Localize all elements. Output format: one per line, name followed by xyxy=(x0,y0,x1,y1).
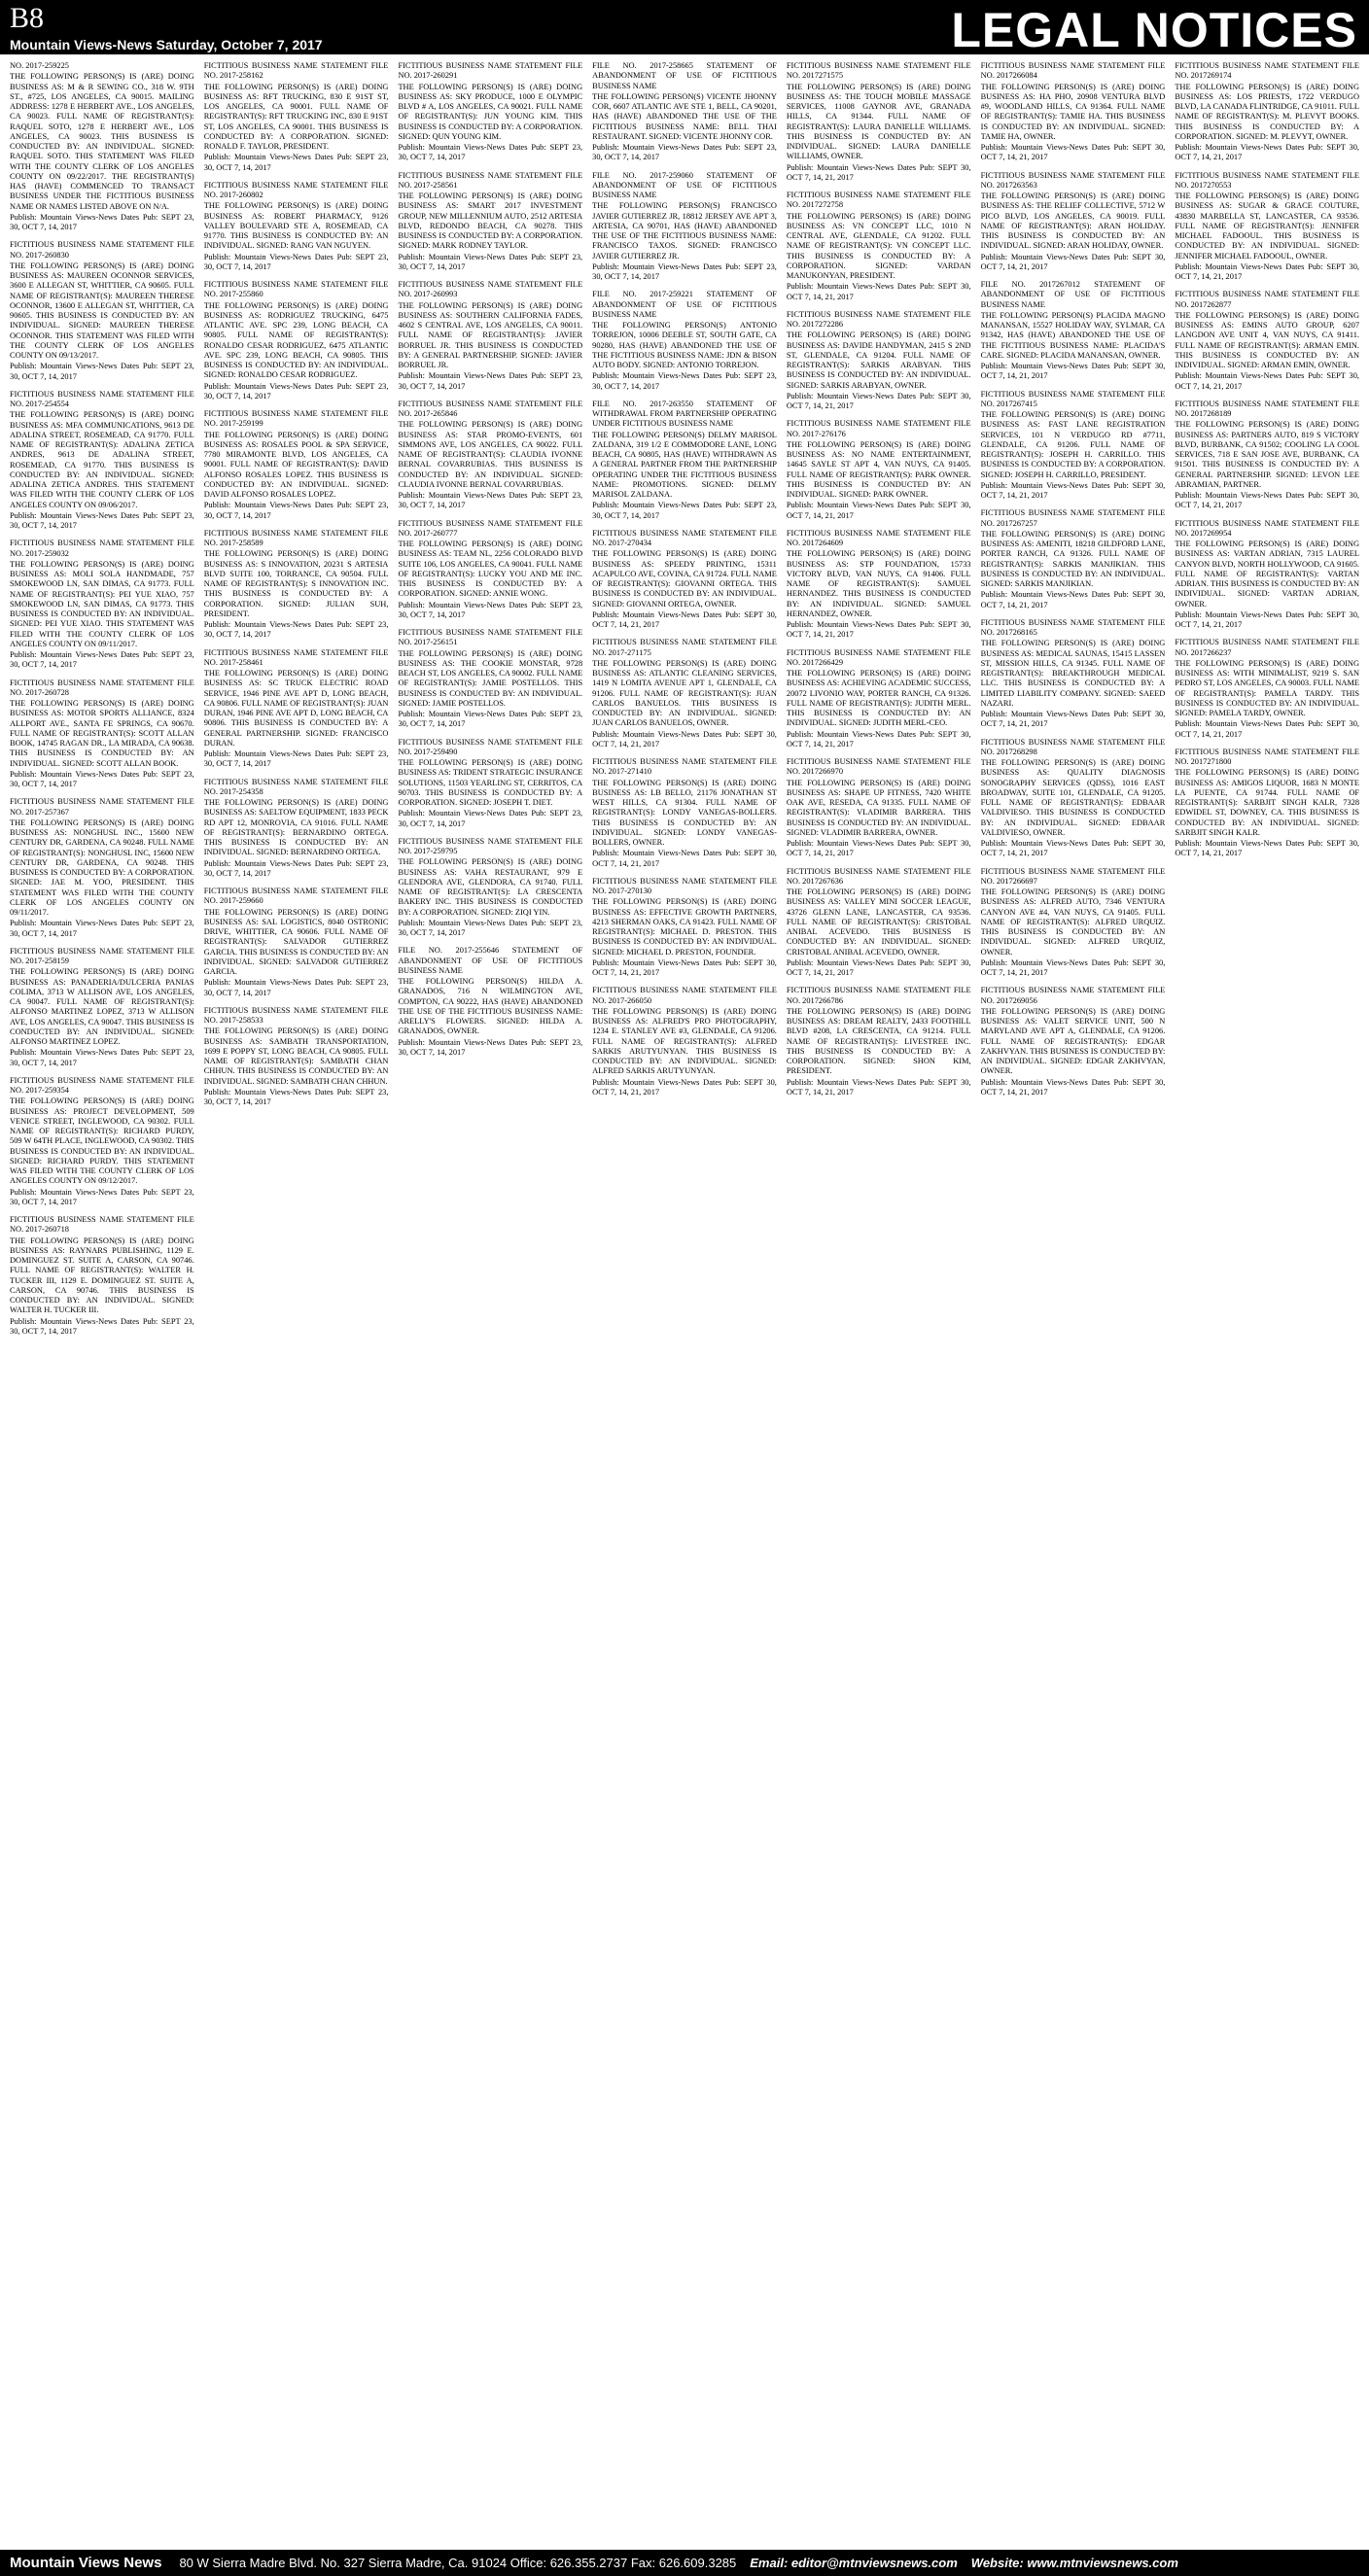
notice-heading: FICTITIOUS BUSINESS NAME STATEMENT FILE NO. 2017-260718 xyxy=(10,1215,194,1235)
notice-body: THE FOLLOWING PERSON(S) IS (ARE) DOING BUSINESS AS: MEDICAL SAUNAS, 15415 LASSEN ST, MISSION HILLS, CA 91345. FULL NAME OF REGISTRANT(S): BREAKTHROUGH MEDICAL LLC. THIS BUSINESS IS CONDUCTED BY: A LIMITED LIABILITY COMPANY. SIGNED: SAEED NAZARI. xyxy=(980,639,1166,708)
notice-heading: FILE NO. 2017-255646 STATEMENT OF ABANDONMENT OF USE OF FICTITIOUS BUSINESS NAME xyxy=(398,946,583,975)
legal-notice xyxy=(10,679,194,790)
notice-heading: FICTITIOUS BUSINESS NAME STATEMENT FILE NO. 2017269954 xyxy=(1175,518,1359,538)
notice-body: THE FOLLOWING PERSON(S) IS (ARE) DOING BUSINESS AS: AMIGOS LIQUOR, 1683 N MONTE LA PUENTE, CA 91744. FULL NAME OF REGISTRANT(S): SARBJIT SINGH KALR, 7328 EDWIDEL ST, DOWNEY, CA. THIS BUSINESS IS CONDUCTED BY: AN INDIVIDUAL. SIGNED: SARBJIT SINGH KALR. xyxy=(1175,768,1359,837)
notice-body: THE FOLLOWING PERSON(S) IS (ARE) DOING BUSINESS AS: VALET SERVICE UNIT, 500 N MARYLAND AVE APT A, GLENDALE, CA 91206. FULL NAME OF REGISTRANT(S): EDGAR ZAKHVYAN. THIS BUSINESS IS CONDUCTED BY: AN INDIVIDUAL. SIGNED: EDGAR ZAKHVYAN, OWNER. xyxy=(980,1006,1166,1076)
notice-publish-line: Publish: Mountain Views-News Dates Pub: SEPT 23, 30, OCT 7, 14, 2017 xyxy=(10,650,194,670)
legal-notice xyxy=(204,778,389,880)
notice-heading: FICTITIOUS BUSINESS NAME STATEMENT FILE NO. 2017262877 xyxy=(1175,290,1359,309)
notice-heading: FICTITIOUS BUSINESS NAME STATEMENT FILE NO. 2017267636 xyxy=(786,866,971,886)
footer-email[interactable]: Email: editor@mtnviewsnews.com xyxy=(750,2556,958,2570)
notice-body: THE FOLLOWING PERSON(S) IS (ARE) DOING BUSINESS AS: ALFRED AUTO, 7346 VENTURA CANYON AVE #4, VAN NUYS, CA 91405. FULL NAME OF REGISTRANT(S): ALFRED URQUIZ. THIS BUSINESS IS CONDUCTED BY: AN INDIVIDUAL. SIGNED: ALFRED URQUIZ, OWNER. xyxy=(980,888,1166,957)
notice-body: THE FOLLOWING PERSON(S) IS (ARE) DOING BUSINESS AS: ALFRED'S PRO PHOTOGRAPHY, 1234 E. STANLEY AVE #3, GLENDALE, CA 91206. FULL NAME OF REGISTRANT(S): ALFRED SARKIS ARUTYUNYAN. THIS BUSINESS IS CONDUCTED BY: AN INDIVIDUAL. SIGNED: ALFRED SARKIS ARUTYUNYAN. xyxy=(592,1006,777,1076)
notice-publish-line: Publish: Mountain Views-News Dates Pub: SEPT 23, 30, OCT 7, 14, 2017 xyxy=(592,371,777,391)
notice-publish-line: Publish: Mountain Views-News Dates Pub: SEPT 30, OCT 7, 14, 21, 2017 xyxy=(786,957,971,977)
legal-notice xyxy=(204,181,389,272)
notice-publish-line: Publish: Mountain Views-News Dates Pub: SEPT 23, 30, OCT 7, 14, 2017 xyxy=(398,252,583,271)
notice-heading: FICTITIOUS BUSINESS NAME STATEMENT FILE NO. 2017-271175 xyxy=(592,638,777,657)
page-header xyxy=(0,0,1369,57)
notice-body: THE FOLLOWING PERSON(S) IS (ARE) DOING BUSINESS AS: EMINS AUTO GROUP, 6207 LANGDON AVE UNIT 4, VAN NUYS, CA 91411. FULL NAME OF REGISTRANT(S): ARMAN EMIN. THIS BUSINESS IS CONDUCTED BY: AN INDIVIDUAL. SIGNED: ARMAN EMIN, OWNER. xyxy=(1175,310,1359,369)
notice-publish-line: Publish: Mountain Views-News Dates Pub: SEPT 23, 30, OCT 7, 14, 2017 xyxy=(10,769,194,788)
notice-heading: FICTITIOUS BUSINESS NAME STATEMENT FILE NO. 2017272286 xyxy=(786,309,971,329)
notice-body: THE FOLLOWING PERSON(S) IS (ARE) DOING BUSINESS AS: PANADERIA/DULCERIA PANIAS COLIMA, 3713 W ALLISON AVE, LOS ANGELES, CA 90047. FULL NAME OF REGISTRANT(S): ALFONSO MARTINEZ LOPEZ, 3713 W ALLISON AVE, LOS ANGELES, CA 90047. THIS BUSINESS IS CONDUCTED BY: AN INDIVIDUAL. SIGNED: ALFONSO MARTINEZ LOPEZ. xyxy=(10,967,194,1046)
notice-publish-line: Publish: Mountain Views-News Dates Pub: SEPT 23, 30, OCT 7, 14, 2017 xyxy=(203,153,389,172)
legal-notice xyxy=(398,946,582,1058)
notice-body: THE FOLLOWING PERSON(S) IS (ARE) DOING BUSINESS AS: M & R SEWING CO., 318 W. 9TH ST., #725, LOS ANGELES, CA 90015. MAILING ADDRESS: 1278 E HERBERT AVE., LOS ANGELES, CA 90023. FULL NAME OF REGISTRANT(S): RAQUEL SOTO, 1278 E HERBERT AVE., LOS ANGELES, CA 90023. THIS BUSINESS IS CONDUCTED BY: AN INDIVIDUAL. SIGNED: RAQUEL SOTO. THIS STATEMENT WAS FILED WITH THE COUNTY CLERK OF LOS ANGELES COUNTY ON 09/22/2017. THE REGISTRANT(S) HAS (HAVE) COMMENCED TO TRANSACT BUSINESS UNDER THE FICTITIOUS BUSINESS NAME OR NAMES LISTED ABOVE ON N/A. xyxy=(10,72,194,211)
legal-notice xyxy=(1175,638,1359,740)
notice-heading: FICTITIOUS BUSINESS NAME STATEMENT FILE NO. 2017-271410 xyxy=(592,757,777,777)
notice-heading: FICTITIOUS BUSINESS NAME STATEMENT FILE NO. 2017-258561 xyxy=(398,170,583,190)
publication-date-line: Mountain Views-News Saturday, October 7, 2017 xyxy=(10,37,323,52)
notice-publish-line: Publish: Mountain Views-News Dates Pub: SEPT 30, OCT 7, 14, 21, 2017 xyxy=(980,480,1166,500)
notice-publish-line: Publish: Mountain Views-News Dates Pub: SEPT 23, 30, OCT 7, 14, 2017 xyxy=(398,143,583,162)
legal-notice xyxy=(10,1076,194,1207)
notice-publish-line: Publish: Mountain Views-News Dates Pub: SEPT 23, 30, OCT 7, 14, 2017 xyxy=(398,600,583,619)
notice-body: THE FOLLOWING PERSON(S) IS (ARE) DOING BUSINESS AS: NO NAME ENTERTAINMENT, 14645 SAYLE ST APT 4, VAN NUYS, CA 91405. FULL NAME OF REGISTRANT(S): PARK OWNER. THIS BUSINESS IS CONDUCTED BY: AN INDIVIDUAL. SIGNED: PARK OWNER. xyxy=(786,439,971,499)
notice-body: THE FOLLOWING PERSON(S) IS (ARE) DOING BUSINESS AS: VAHA RESTAURANT, 979 E GLENDORA AVE, GLENDORA, CA 91740. FULL NAME OF REGISTRANT(S): LA CRESCENTA BAKERY INC. THIS BUSINESS IS CONDUCTED BY: A CORPORATION. SIGNED: ZIQI YIN. xyxy=(398,857,583,917)
notice-heading: FICTITIOUS BUSINESS NAME STATEMENT FILE NO. 2017-259660 xyxy=(203,887,389,906)
notice-body: THE FOLLOWING PERSON(S) IS (ARE) DOING BUSINESS AS: LB BELLO, 21176 JONATHAN ST WEST HILLS, CA 91304. FULL NAME OF REGISTRANT(S): LONDY VANEGAS-BOLLERS. THIS BUSINESS IS CONDUCTED BY: AN INDIVIDUAL. SIGNED: LONDY VANEGAS-BOLLERS, OWNER. xyxy=(592,778,777,847)
legal-notice xyxy=(398,400,582,511)
notice-columns xyxy=(10,61,1359,2547)
legal-notice xyxy=(1175,400,1359,511)
notice-body: THE FOLLOWING PERSON(S) FRANCISCO JAVIER GUTIERREZ JR, 18812 JERSEY AVE APT 3, ARTESIA, CA 90701, HAS (HAVE) ABANDONED THE USE OF THE FICTITIOUS BUSINESS NAME: FRANCISCO TAXOS. SIGNED: FRANCISCO JAVIER GUTIERREZ JR. xyxy=(592,201,777,261)
notice-publish-line: Publish: Mountain Views-News Dates Pub: SEPT 30, OCT 7, 14, 21, 2017 xyxy=(786,1077,971,1097)
notice-heading: FICTITIOUS BUSINESS NAME STATEMENT FILE NO. 2017-258533 xyxy=(203,1005,389,1025)
notice-body: THE FOLLOWING PERSON(S) IS (ARE) DOING BUSINESS AS: TRIDENT STRATEGIC INSURANCE SOLUTIONS, 11503 YEARLING ST, CERRITOS, CA 90703. THIS BUSINESS IS CONDUCTED BY: A CORPORATION. SIGNED: JOSEPH T. DIET. xyxy=(398,758,583,807)
notice-publish-line: Publish: Mountain Views-News Dates Pub: SEPT 23, 30, OCT 7, 14, 2017 xyxy=(203,858,389,878)
notice-heading: FICTITIOUS BUSINESS NAME STATEMENT FILE NO. 2017266429 xyxy=(786,647,971,667)
notice-body: THE FOLLOWING PERSON(S) IS (ARE) DOING BUSINESS AS: THE COOKIE MONSTAR, 9728 BEACH ST, LOS ANGELES, CA 90002. FULL NAME OF REGISTRANT(S): JAMIE POSTELLOS. THIS BUSINESS IS CONDUCTED BY: AN INDIVIDUAL. SIGNED: JAMIE POSTELLOS. xyxy=(398,648,583,708)
legal-notice xyxy=(981,618,1166,730)
notice-body: THE FOLLOWING PERSON(S) ANTONIO TORREJON, 10006 DEEBLE ST, SOUTH GATE, CA 90280, HAS (HAVE) ABANDONED THE USE OF THE FICTITIOUS BUSINESS NAME: JDN & BISON AUTO BODY. SIGNED: ANTONIO TORREJON. xyxy=(592,321,777,369)
footer-address: 80 W Sierra Madre Blvd. No. 327 Sierra Madre, Ca. 91024 Office: 626.355.2737 Fax: 626.609.3285 xyxy=(179,2556,737,2570)
legal-notice xyxy=(981,61,1166,163)
notice-body: THE FOLLOWING PERSON(S) IS (ARE) DOING BUSINESS AS: ACHIEVING ACADEMIC SUCCESS, 20072 LIVONIO WAY, PORTER RANCH, CA 91326. FULL NAME OF REGISTRANT(S): JUDITH MERL. THIS BUSINESS IS CONDUCTED BY: AN INDIVIDUAL. SIGNED: JUDITH MERL-CEO. xyxy=(786,669,971,728)
notice-publish-line: Publish: Mountain Views-News Dates Pub: SEPT 23, 30, OCT 7, 14, 2017 xyxy=(10,510,194,530)
legal-notice xyxy=(592,877,777,979)
notice-publish-line: Publish: Mountain Views-News Dates Pub: SEPT 30, OCT 7, 14, 21, 2017 xyxy=(786,282,971,301)
notice-body: THE FOLLOWING PERSON(S) IS (ARE) DOING BUSINESS AS: RFT TRUCKING, 830 E 91ST ST, LOS ANGELES, CA 90001. FULL NAME OF REGISTRANT(S): RFT TRUCKING INC, 830 E 91ST ST, LOS ANGELES, CA 90001. THIS BUSINESS IS CONDUCTED BY: A CORPORATION. SIGNED: RONALD F. TAYLOR, PRESIDENT. xyxy=(203,82,389,151)
notice-body: THE FOLLOWING PERSON(S) IS (ARE) DOING BUSINESS AS: MFA COMMUNICATIONS, 9613 DE ADALINA STREET, ROSEMEAD, CA 91770. FULL NAME OF REGISTRANT(S): ADALINA ZETICA ANDRES, 9613 DE ADALINA STREET, ROSEMEAD, CA 91770. THIS BUSINESS IS CONDUCTED BY: AN INDIVIDUAL. SIGNED: ADALINA ZETICA ANDRES. THIS STATEMENT WAS FILED WITH THE COUNTY CLERK OF LOS ANGELES COUNTY ON 09/06/2017. xyxy=(10,410,194,509)
notice-heading: FICTITIOUS BUSINESS NAME STATEMENT FILE NO. 2017266970 xyxy=(786,757,971,777)
notice-publish-line: Publish: Mountain Views-News Dates Pub: SEPT 30, OCT 7, 14, 21, 2017 xyxy=(980,590,1166,609)
notice-heading: FICTITIOUS BUSINESS NAME STATEMENT FILE NO. 2017271575 xyxy=(786,61,971,81)
notice-heading: FICTITIOUS BUSINESS NAME STATEMENT FILE NO. 2017-260777 xyxy=(398,518,583,538)
notice-publish-line: Publish: Mountain Views-News Dates Pub: SEPT 23, 30, OCT 7, 14, 2017 xyxy=(398,371,583,391)
notice-publish-line: Publish: Mountain Views-News Dates Pub: SEPT 30, OCT 7, 14, 21, 2017 xyxy=(980,252,1166,271)
notice-body: THE FOLLOWING PERSON(S) IS (ARE) DOING BUSINESS AS: SKY PRODUCE, 1000 E OLYMPIC BLVD # A, LOS ANGELES, CA 90021. FULL NAME OF REGISTRANT(S): JUN YOUNG KIM. THIS BUSINESS IS CONDUCTED BY: A CORPORATION. SIGNED: QUN YOUNG KIM. xyxy=(398,82,583,141)
notice-heading: FICTITIOUS BUSINESS NAME STATEMENT FILE NO. 2017-259199 xyxy=(203,409,389,429)
legal-notice xyxy=(981,508,1166,610)
notice-publish-line: Publish: Mountain Views-News Dates Pub: SEPT 23, 30, OCT 7, 14, 2017 xyxy=(203,749,389,769)
legal-notice xyxy=(787,191,971,302)
column-5 xyxy=(787,61,971,2547)
notice-body: THE FOLLOWING PERSON(S) IS (ARE) DOING BUSINESS AS: VN CONCEPT LLC, 1010 N CENTRAL AVE, GLENDALE, CA 91202. FULL NAME OF REGISTRANT(S): VN CONCEPT LLC. THIS BUSINESS IS CONDUCTED BY: A CORPORATION. SIGNED: VARDAN MANUKONYAN, PRESIDENT. xyxy=(786,211,971,280)
notice-body: THE FOLLOWING PERSON(S) IS (ARE) DOING BUSINESS AS: RODRIGUEZ TRUCKING, 6475 ATLANTIC AVE. SPC 239, LONG BEACH, CA 90805. FULL NAME OF REGISTRANT(S): RONALDO CESAR RODRIGUEZ, 6475 ATLANTIC AVE. SPC 239, LONG BEACH, CA 90805. THIS BUSINESS IS CONDUCTED BY: AN INDIVIDUAL. SIGNED: RONALDO CESAR RODRIGUEZ. xyxy=(203,300,389,380)
column-2 xyxy=(204,61,389,2547)
notice-heading: FICTITIOUS BUSINESS NAME STATEMENT FILE NO. 2017264609 xyxy=(786,528,971,547)
notice-heading: FICTITIOUS BUSINESS NAME STATEMENT FILE NO. 2017-276176 xyxy=(786,419,971,438)
notice-body: THE FOLLOWING PERSON(S) IS (ARE) DOING BUSINESS AS: SAL LOGISTICS, 8040 OSTRONIC DRIVE, WHITTIER, CA 90606. FULL NAME OF REGISTRANT(S): SALVADOR GUTIERREZ GARCIA. THIS BUSINESS IS CONDUCTED BY: AN INDIVIDUAL. SIGNED: SALVADOR GUTIERREZ GARCIA. xyxy=(203,907,389,976)
notice-heading: FICTITIOUS BUSINESS NAME STATEMENT FILE NO. 2017271800 xyxy=(1175,747,1359,766)
footer-website[interactable]: Website: www.mtnviewsnews.com xyxy=(970,2556,1178,2570)
notice-publish-line: Publish: Mountain Views-News Dates Pub: SEPT 30, OCT 7, 14, 21, 2017 xyxy=(592,1077,777,1097)
notice-heading: FICTITIOUS BUSINESS NAME STATEMENT FILE NO. 2017-265846 xyxy=(398,399,583,418)
notice-body: THE FOLLOWING PERSON(S) IS (ARE) DOING BUSINESS AS: QUALITY DIAGNOSIS SONOGRAPHY SERVICES (QDSS), 1016 EAST BROADWAY, SUITE 101, GLENDALE, CA 91205. FULL NAME OF REGISTRANT(S): EDBAAR VALDIVIESO. THIS BUSINESS IS CONDUCTED BY: AN INDIVIDUAL. SIGNED: EDBAAR VALDIVIESO, OWNER. xyxy=(980,758,1166,837)
column-4 xyxy=(592,61,777,2547)
notice-body: THE FOLLOWING PERSON(S) IS (ARE) DOING BUSINESS AS: DREAM REALTY, 2433 FOOTHILL BLVD #208, LA CRESCENTA, CA 91214. FULL NAME OF REGISTRANT(S): LIVESTREE INC. THIS BUSINESS IS CONDUCTED BY: A CORPORATION. SIGNED: SHON KIM, PRESIDENT. xyxy=(786,1006,971,1076)
notice-publish-line: Publish: Mountain Views-News Dates Pub: SEPT 30, OCT 7, 14, 21, 2017 xyxy=(786,501,971,520)
notice-heading: FICTITIOUS BUSINESS NAME STATEMENT FILE NO. 2017267415 xyxy=(980,389,1166,408)
notice-heading: FICTITIOUS BUSINESS NAME STATEMENT FILE NO. 2017-260728 xyxy=(10,678,194,697)
legal-notice xyxy=(787,419,971,521)
notice-heading: FICTITIOUS BUSINESS NAME STATEMENT FILE NO. 2017-259490 xyxy=(398,737,583,756)
legal-notice xyxy=(981,390,1166,502)
legal-notice xyxy=(398,837,582,939)
notice-heading: FICTITIOUS BUSINESS NAME STATEMENT FILE NO. 2017269174 xyxy=(1175,61,1359,81)
legal-notice xyxy=(787,757,971,859)
notice-publish-line: Publish: Mountain Views-News Dates Pub: SEPT 23, 30, OCT 7, 14, 2017 xyxy=(10,919,194,938)
legal-notice xyxy=(981,280,1166,382)
notice-body: THE FOLLOWING PERSON(S) IS (ARE) DOING BUSINESS AS: PARTNERS AUTO, 819 S VICTORY BLVD, BURBANK, CA 91502; COOLING LA COOL SERVICES, 718 E SAN JOSE AVE, BURBANK, CA 91501. THIS BUSINESS IS CONDUCTED BY: A GENERAL PARTNERSHIP. SIGNED: LEVON LEE ABRAMIAN, PARTNER. xyxy=(1175,420,1359,489)
notice-publish-line: Publish: Mountain Views-News Dates Pub: SEPT 30, OCT 7, 14, 21, 2017 xyxy=(980,1077,1166,1097)
legal-notice xyxy=(981,171,1166,273)
legal-notice xyxy=(1175,519,1359,631)
notice-heading: FICTITIOUS BUSINESS NAME STATEMENT FILE NO. 2017266786 xyxy=(786,986,971,1005)
notice-publish-line: Publish: Mountain Views-News Dates Pub: SEPT 30, OCT 7, 14, 21, 2017 xyxy=(980,362,1166,381)
legal-notice xyxy=(10,390,194,532)
legal-notice xyxy=(398,280,582,392)
legal-notice xyxy=(398,171,582,273)
notice-publish-line: Publish: Mountain Views-News Dates Pub: SEPT 30, OCT 7, 14, 21, 2017 xyxy=(1175,719,1359,739)
notice-publish-line: Publish: Mountain Views-News Dates Pub: SEPT 30, OCT 7, 14, 21, 2017 xyxy=(980,957,1166,977)
notice-heading: FICTITIOUS BUSINESS NAME STATEMENT FILE NO. 2017268189 xyxy=(1175,399,1359,418)
page-number: B8 xyxy=(10,2,45,34)
legal-notice xyxy=(592,171,777,283)
legal-notice xyxy=(1175,290,1359,392)
notice-heading: FICTITIOUS BUSINESS NAME STATEMENT FILE NO. 2017-258162 xyxy=(203,61,389,81)
legal-notice xyxy=(787,61,971,183)
column-6 xyxy=(981,61,1166,2547)
legal-notice xyxy=(592,757,777,869)
legal-notice xyxy=(592,290,777,392)
notice-body: THE FOLLOWING PERSON(S) IS (ARE) DOING BUSINESS AS: LOS PRIESTS, 1722 VERDUGO BLVD, LA CANADA FLINTRIDGE, CA 91011. FULL NAME OF REGISTRANT(S): M. PLEVYT BOOKS. THIS BUSINESS IS CONDUCTED BY: A CORPORATION. SIGNED: M. PLEVYT, OWNER. xyxy=(1175,82,1359,141)
notice-body: THE FOLLOWING PERSON(S) IS (ARE) DOING BUSINESS AS: SHAPE UP FITNESS, 7420 WHITE OAK AVE, RESEDA, CA 91335. FULL NAME OF REGISTRANT(S): VLADIMIR BARRERA. THIS BUSINESS IS CONDUCTED BY: AN INDIVIDUAL. SIGNED: VLADIMIR BARRERA, OWNER. xyxy=(786,778,971,837)
notice-body: THE FOLLOWING PERSON(S) IS (ARE) DOING BUSINESS AS: SPEEDY PRINTING, 15311 ACAPULCO AVE, COVINA, CA 91724. FULL NAME OF REGISTRANT(S): GIOVANNI ORTEGA. THIS BUSINESS IS CONDUCTED BY: AN INDIVIDUAL. SIGNED: GIOVANNI ORTEGA, OWNER. xyxy=(592,549,777,609)
notice-heading: FILE NO. 2017-258665 STATEMENT OF ABANDONMENT OF USE OF FICTITIOUS BUSINESS NAME xyxy=(592,61,777,90)
notice-body: THE FOLLOWING PERSON(S) IS (ARE) DOING BUSINESS AS: VALLEY MINI SOCCER LEAGUE, 43726 GLENN LANE, LANCASTER, CA 93536. FULL NAME OF REGISTRANT(S): CRISTOBAL ANIBAL ACEVEDO. THIS BUSINESS IS CONDUCTED BY: AN INDIVIDUAL. SIGNED: CRISTOBAL ANIBAL ACEVEDO, OWNER. xyxy=(786,888,971,957)
notice-heading: FICTITIOUS BUSINESS NAME STATEMENT FILE NO. 2017-270130 xyxy=(592,876,777,895)
notice-publish-line: Publish: Mountain Views-News Dates Pub: SEPT 30, OCT 7, 14, 21, 2017 xyxy=(980,143,1166,162)
notice-body: THE FOLLOWING PERSON(S) IS (ARE) DOING BUSINESS AS: AMENITI, 18218 GILDFORD LANE, PORTER RANCH, CA 91326. FULL NAME OF REGISTRANT(S): SARKIS MANJIKIAN. THIS BUSINESS IS CONDUCTED BY: AN INDIVIDUAL. SIGNED: SARKIS MANJIKIAN. xyxy=(980,529,1166,588)
legal-notice xyxy=(398,519,582,621)
notice-body: THE FOLLOWING PERSON(S) IS (ARE) DOING BUSINESS AS: HA PHO, 20908 VENTURA BLVD #9, WOODLAND HILLS, CA 91364. FULL NAME OF REGISTRANT(S): TAMIE HA. THIS BUSINESS IS CONDUCTED BY: AN INDIVIDUAL. SIGNED: TAMIE HA, OWNER. xyxy=(980,82,1166,141)
legal-notice xyxy=(204,529,389,641)
notice-body: THE FOLLOWING PERSON(S) IS (ARE) DOING BUSINESS AS: WITH MINIMALIST, 9219 S. SAN PEDRO ST, LOS ANGELES, CA 90003. FULL NAME OF REGISTRANT(S): PAMELA TARDY. THIS BUSINESS IS CONDUCTED BY: AN INDIVIDUAL. SIGNED: PAMELA TARDY, OWNER. xyxy=(1175,658,1359,717)
notice-heading: FICTITIOUS BUSINESS NAME STATEMENT FILE NO. 2017268298 xyxy=(980,737,1166,756)
notice-body: THE FOLLOWING PERSON(S) IS (ARE) DOING BUSINESS AS: MOTOR SPORTS ALLIANCE, 8324 ALLPORT AVE., SANTA FE SPRINGS, CA 90670. FULL NAME OF REGISTRANT(S): SCOTT ALLAN BOOK, 14745 RAGAN DR., LA MIRADA, CA 90638. THIS BUSINESS IS CONDUCTED BY: AN INDIVIDUAL. SIGNED: SCOTT ALLAN BOOK. xyxy=(10,699,194,768)
notice-body: THE FOLLOWING PERSON(S) IS (ARE) DOING BUSINESS AS: RAYNARS PUBLISHING, 1129 E. DOMINGUEZ ST. SUITE A, CARSON, CA 90746. FULL NAME OF REGISTRANT(S): WALTER H. TUCKER III, 1129 E. DOMINGUEZ ST. SUITE A, CARSON, CA 90746. THIS BUSINESS IS CONDUCTED BY: AN INDIVIDUAL. SIGNED: WALTER H. TUCKER III. xyxy=(10,1236,194,1315)
notice-publish-line: Publish: Mountain Views-News Dates Pub: SEPT 23, 30, OCT 7, 14, 2017 xyxy=(592,261,777,281)
column-1 xyxy=(10,61,194,2547)
notice-heading: FICTITIOUS BUSINESS NAME STATEMENT FILE NO. 2017-254554 xyxy=(10,389,194,408)
section-title: LEGAL NOTICES xyxy=(951,3,1357,57)
notice-publish-line: Publish: Mountain Views-News Dates Pub: SEPT 23, 30, OCT 7, 14, 2017 xyxy=(398,491,583,510)
legal-notice xyxy=(592,400,777,521)
notice-heading: FICTITIOUS BUSINESS NAME STATEMENT FILE NO. 2017-270434 xyxy=(592,528,777,547)
page-footer xyxy=(0,2550,1369,2576)
notice-body: THE FOLLOWING PERSON(S) IS (ARE) DOING BUSINESS AS: S INNOVATION, 20231 S ARTESIA BLVD SUITE 100, TORRANCE, CA 90504. FULL NAME OF REGISTRANT(S): S INNOVATION INC. THIS BUSINESS IS CONDUCTED BY: A CORPORATION. SIGNED: JULIAN SUH, PRESIDENT. xyxy=(203,549,389,618)
notice-heading: FICTITIOUS BUSINESS NAME STATEMENT FILE NO. 2017-259354 xyxy=(10,1075,194,1095)
legal-notice xyxy=(592,638,777,749)
legal-notice xyxy=(204,409,389,521)
legal-notice xyxy=(787,310,971,412)
notice-body: THE FOLLOWING PERSON(S) IS (ARE) DOING BUSINESS AS: EFFECTIVE GROWTH PARTNERS, 4213 SHERMAN OAKS, CA 91423. FULL NAME OF REGISTRANT(S): MICHAEL D. PRESTON. THIS BUSINESS IS CONDUCTED BY: AN INDIVIDUAL. SIGNED: MICHAEL D. PRESTON, FOUNDER. xyxy=(592,897,777,957)
legal-notice xyxy=(204,887,389,998)
column-3 xyxy=(398,61,582,2547)
notice-heading: FILE NO. 2017267012 STATEMENT OF ABANDONMENT OF USE OF FICTITIOUS BUSINESS NAME xyxy=(980,280,1166,309)
notice-publish-line: Publish: Mountain Views-News Dates Pub: SEPT 30, OCT 7, 14, 21, 2017 xyxy=(1175,143,1359,162)
notice-body: THE FOLLOWING PERSON(S) IS (ARE) DOING BUSINESS AS: SAMBATH TRANSPORTATION, 1699 E POPPY ST, LONG BEACH, CA 90805. FULL NAME OF REGISTRANT(S): SAMBATH CHAN CHHUN. THIS BUSINESS IS CONDUCTED BY: AN INDIVIDUAL. SIGNED: SAMBATH CHAN CHHUN. xyxy=(203,1027,389,1086)
notice-heading: FICTITIOUS BUSINESS NAME STATEMENT FILE NO. 2017266697 xyxy=(980,866,1166,886)
legal-notice xyxy=(204,61,389,173)
notice-publish-line: Publish: Mountain Views-News Dates Pub: SEPT 30, OCT 7, 14, 21, 2017 xyxy=(1175,491,1359,510)
notice-publish-line: Publish: Mountain Views-News Dates Pub: SEPT 23, 30, OCT 7, 14, 2017 xyxy=(398,710,583,729)
notice-heading: FICTITIOUS BUSINESS NAME STATEMENT FILE NO. 2017-258589 xyxy=(203,528,389,547)
notice-publish-line: Publish: Mountain Views-News Dates Pub: SEPT 30, OCT 7, 14, 21, 2017 xyxy=(786,729,971,748)
notice-heading: FILE NO. 2017-263550 STATEMENT OF WITHDRAWAL FROM PARTNERSHIP OPERATING UNDER FICTITIOUS BUSINESS NAME xyxy=(592,399,777,429)
legal-notice xyxy=(787,529,971,641)
notice-publish-line: Publish: Mountain Views-News Dates Pub: SEPT 23, 30, OCT 7, 14, 2017 xyxy=(203,1087,389,1106)
notice-body: THE FOLLOWING PERSON(S) IS (ARE) DOING BUSINESS AS: STAR PROMO-EVENTS, 601 SIMMONS AVE, LOS ANGELES, CA 90022. FULL NAME OF REGISTRANT(S): CLAUDIA IVONNE BERNAL COVARRUBIAS. THIS BUSINESS IS CONDUCTED BY: AN INDIVIDUAL. SIGNED: CLAUDIA IVONNE BERNAL COVARRUBIAS. xyxy=(398,420,583,489)
notice-body: THE FOLLOWING PERSON(S) IS (ARE) DOING BUSINESS AS: STP FOUNDATION, 15733 VICTORY BLVD, VAN NUYS, CA 91406. FULL NAME OF REGISTRANT(S): SAMUEL HERNANDEZ. THIS BUSINESS IS CONDUCTED BY: AN INDIVIDUAL. SIGNED: SAMUEL HERNANDEZ, OWNER. xyxy=(786,549,971,618)
notice-body: THE FOLLOWING PERSON(S) IS (ARE) DOING BUSINESS AS: ROBERT PHARMACY, 9126 VALLEY BOULEVARD STE A, ROSEMEAD, CA 91770. THIS BUSINESS IS CONDUCTED BY: AN INDIVIDUAL. SIGNED: RANG VAN NGUYEN. xyxy=(203,201,389,251)
notice-publish-line: Publish: Mountain Views-News Dates Pub: SEPT 23, 30, OCT 7, 14, 2017 xyxy=(10,212,194,231)
notice-body: THE FOLLOWING PERSON(S) IS (ARE) DOING BUSINESS AS: PROJECT DEVELOPMENT, 509 VENICE STREET, INGLEWOOD, CA 90302. FULL NAME OF REGISTRANT(S): RICHARD PURDY, 509 W 64TH PLACE, INGLEWOOD, CA 90302. THIS BUSINESS IS CONDUCTED BY: AN INDIVIDUAL. SIGNED: RICHARD PURDY. THIS STATEMENT WAS FILED WITH THE COUNTY CLERK OF LOS ANGELES COUNTY ON 09/12/2017. xyxy=(10,1097,194,1186)
notice-heading: FICTITIOUS BUSINESS NAME STATEMENT FILE NO. 2017270553 xyxy=(1175,170,1359,190)
notice-heading: FICTITIOUS BUSINESS NAME STATEMENT FILE NO. 2017263563 xyxy=(980,170,1166,190)
legal-notice xyxy=(204,1006,389,1108)
legal-notice xyxy=(1175,171,1359,283)
notice-body: THE FOLLOWING PERSON(S) IS (ARE) DOING BUSINESS AS: DAVIDE HANDYMAN, 2415 S 2ND ST, GLENDALE, CA 91204. FULL NAME OF REGISTRANT(S): SARKIS ARABYAN. THIS BUSINESS IS CONDUCTED BY: AN INDIVIDUAL. SIGNED: SARKIS ARABYAN, OWNER. xyxy=(786,331,971,390)
notice-heading: FICTITIOUS BUSINESS NAME STATEMENT FILE NO. 2017-257367 xyxy=(10,797,194,817)
notice-body: THE FOLLOWING PERSON(S) IS (ARE) DOING BUSINESS AS: VARTAN ADRIAN, 7315 LAUREL CANYON BLVD, NORTH HOLLYWOOD, CA 91605. FULL NAME OF REGISTRANT(S): VARTAN ADRIAN. THIS BUSINESS IS CONDUCTED BY: AN INDIVIDUAL. SIGNED: VARTAN ADRIAN, OWNER. xyxy=(1175,540,1359,609)
notice-heading: FICTITIOUS BUSINESS NAME STATEMENT FILE NO. 2017-266050 xyxy=(592,986,777,1005)
notice-publish-line: Publish: Mountain Views-News Dates Pub: SEPT 30, OCT 7, 14, 21, 2017 xyxy=(786,620,971,640)
notice-body: THE FOLLOWING PERSON(S) IS (ARE) DOING BUSINESS AS: ROSALES POOL & SPA SERVICE, 7780 MIRAMONTE BLVD, LOS ANGELES, CA 90001. FULL NAME OF REGISTRANT(S): DAVID ALFONSO ROSALES LOPEZ. THIS BUSINESS IS CONDUCTED BY: AN INDIVIDUAL. SIGNED: DAVID ALFONSO ROSALES LOPEZ. xyxy=(203,430,389,499)
legal-notice xyxy=(592,986,777,1097)
notice-publish-line: Publish: Mountain Views-News Dates Pub: SEPT 30, OCT 7, 14, 21, 2017 xyxy=(1175,609,1359,629)
notice-heading: FICTITIOUS BUSINESS NAME STATEMENT FILE NO. 2017-260993 xyxy=(398,280,583,299)
legal-notice xyxy=(10,1215,194,1337)
notice-body: THE FOLLOWING PERSON(S) IS (ARE) DOING BUSINESS AS: SAELTOW EQUIPMENT, 1833 PECK RD APT 12, MONROVIA, CA 91016. FULL NAME OF REGISTRANT(S): BERNARDINO ORTEGA. THIS BUSINESS IS CONDUCTED BY: AN INDIVIDUAL. SIGNED: BERNARDINO ORTEGA. xyxy=(203,798,389,857)
notice-publish-line: Publish: Mountain Views-News Dates Pub: SEPT 30, OCT 7, 14, 21, 2017 xyxy=(1175,261,1359,281)
legal-notice xyxy=(592,529,777,631)
notice-heading: FICTITIOUS BUSINESS NAME STATEMENT FILE NO. 2017-260830 xyxy=(10,240,194,260)
notice-publish-line: Publish: Mountain Views-News Dates Pub: SEPT 30, OCT 7, 14, 21, 2017 xyxy=(980,839,1166,858)
notice-body: THE FOLLOWING PERSON(S) IS (ARE) DOING BUSINESS AS: SC TRUCK ELECTRIC ROAD SERVICE, 1946 PINE AVE APT D, LONG BEACH, CA 90806. FULL NAME OF REGISTRANT(S): JUAN DURAN, 1946 PINE AVE APT D, LONG BEACH, CA 90806. THIS BUSINESS IS CONDUCTED BY: A GENERAL PARTNERSHIP. SIGNED: FRANCISCO DURAN. xyxy=(203,669,389,748)
legal-notice xyxy=(398,61,582,163)
notice-publish-line: Publish: Mountain Views-News Dates Pub: SEPT 23, 30, OCT 7, 14, 2017 xyxy=(10,362,194,381)
notice-heading: FICTITIOUS BUSINESS NAME STATEMENT FILE NO. 2017-260802 xyxy=(203,180,389,199)
notice-publish-line: Publish: Mountain Views-News Dates Pub: SEPT 30, OCT 7, 14, 21, 2017 xyxy=(592,609,777,629)
notice-publish-line: Publish: Mountain Views-News Dates Pub: SEPT 23, 30, OCT 7, 14, 2017 xyxy=(203,501,389,520)
notice-heading: FICTITIOUS BUSINESS NAME STATEMENT FILE NO. 2017269056 xyxy=(980,986,1166,1005)
legal-notice xyxy=(10,539,194,670)
legal-notice xyxy=(10,240,194,382)
legal-notice xyxy=(787,986,971,1097)
legal-notice xyxy=(204,648,389,770)
notice-body: THE FOLLOWING PERSON(S) IS (ARE) DOING BUSINESS AS: FAST LANE REGISTRATION SERVICES, 101 N VERDUGO RD #7711, GLENDALE, CA 91206. FULL NAME OF REGISTRANT(S): JOSEPH H. CARRILLO. THIS BUSINESS IS CONDUCTED BY: A CORPORATION. SIGNED: JOSEPH H. CARRILLO, PRESIDENT. xyxy=(980,410,1166,479)
notice-publish-line: Publish: Mountain Views-News Dates Pub: SEPT 23, 30, OCT 7, 14, 2017 xyxy=(592,501,777,520)
notice-body: THE FOLLOWING PERSON(S) HILDA A. GRANADOS, 716 N WILMINGTON AVE, COMPTON, CA 90222, HAS (HAVE) ABANDONED THE USE OF THE FICTITIOUS BUSINESS NAME: ARELLY'S FLOWERS. SIGNED: HILDA A. GRANADOS, OWNER. xyxy=(398,977,583,1036)
notice-body: THE FOLLOWING PERSON(S) IS (ARE) DOING BUSINESS AS: TEAM NL, 2256 COLORADO BLVD SUITE 106, LOS ANGELES, CA 90041. FULL NAME OF REGISTRANT(S): LUCKY YOU AND ME INC. THIS BUSINESS IS CONDUCTED BY: A CORPORATION. SIGNED: ANNIE WONG. xyxy=(398,540,583,599)
notice-publish-line: Publish: Mountain Views-News Dates Pub: SEPT 30, OCT 7, 14, 21, 2017 xyxy=(592,957,777,977)
notice-publish-line: Publish: Mountain Views-News Dates Pub: SEPT 23, 30, OCT 7, 14, 2017 xyxy=(592,143,777,162)
notice-body: THE FOLLOWING PERSON(S) IS (ARE) DOING BUSINESS AS: THE RELIEF COLLECTIVE, 5712 W PICO BLVD, LOS ANGELES, CA 90019. FULL NAME OF REGISTRANT(S): ARAN HOLIDAY. THIS BUSINESS IS CONDUCTED BY: AN INDIVIDUAL. SIGNED: ARAN HOLIDAY, OWNER. xyxy=(980,191,1166,251)
notice-publish-line: Publish: Mountain Views-News Dates Pub: SEPT 23, 30, OCT 7, 14, 2017 xyxy=(10,1187,194,1206)
notice-heading: FICTITIOUS BUSINESS NAME STATEMENT FILE NO. 2017-255860 xyxy=(203,280,389,299)
legal-notice xyxy=(10,947,194,1068)
notice-heading: NO. 2017-259225 xyxy=(10,61,69,70)
legal-notice xyxy=(1175,61,1359,163)
notice-publish-line: Publish: Mountain Views-News Dates Pub: SEPT 23, 30, OCT 7, 14, 2017 xyxy=(203,381,389,400)
notice-publish-line: Publish: Mountain Views-News Dates Pub: SEPT 30, OCT 7, 14, 21, 2017 xyxy=(1175,839,1359,858)
legal-notice xyxy=(592,61,777,163)
notice-publish-line: Publish: Mountain Views-News Dates Pub: SEPT 30, OCT 7, 14, 21, 2017 xyxy=(786,162,971,182)
notice-publish-line: Publish: Mountain Views-News Dates Pub: SEPT 30, OCT 7, 14, 21, 2017 xyxy=(592,729,777,748)
notice-body: THE FOLLOWING PERSON(S) IS (ARE) DOING BUSINESS AS: MOLI SOLA HANDMADE, 757 SMOKEWOOD LN, SAN DIMAS, CA 91773. FULL NAME OF REGISTRANT(S): PEI YUE XIAO, 757 SMOKEWOOD LN, SAN DIMAS, CA 91773. THIS BUSINESS IS CONDUCTED BY: AN INDIVIDUAL. SIGNED: PEI YUE XIAO. THIS STATEMENT WAS FILED WITH THE COUNTY CLERK OF LOS ANGELES COUNTY ON 09/11/2017. xyxy=(10,559,194,648)
footer-publication: Mountain Views News xyxy=(10,2555,162,2571)
legal-notice xyxy=(10,61,194,232)
notice-publish-line: Publish: Mountain Views-News Dates Pub: SEPT 30, OCT 7, 14, 21, 2017 xyxy=(786,839,971,858)
notice-heading: FICTITIOUS BUSINESS NAME STATEMENT FILE NO. 2017-259032 xyxy=(10,539,194,558)
notice-heading: FICTITIOUS BUSINESS NAME STATEMENT FILE NO. 2017-258159 xyxy=(10,946,194,965)
notice-body: THE FOLLOWING PERSON(S) PLACIDA MAGNO MANANSAN, 15527 HOLIDAY WAY, SYLMAR, CA 91342, HAS (HAVE) ABANDONED THE USE OF THE FICTITIOUS BUSINESS NAME: PLACIDA'S CARE. SIGNED: PLACIDA MANANSAN, OWNER. xyxy=(980,310,1166,360)
notice-heading: FICTITIOUS BUSINESS NAME STATEMENT FILE NO. 2017-254358 xyxy=(203,777,389,796)
notice-publish-line: Publish: Mountain Views-News Dates Pub: SEPT 23, 30, OCT 7, 14, 2017 xyxy=(203,978,389,997)
notice-heading: FICTITIOUS BUSINESS NAME STATEMENT FILE NO. 2017267257 xyxy=(980,508,1166,528)
notice-body: THE FOLLOWING PERSON(S) IS (ARE) DOING BUSINESS AS: THE TOUCH MOBILE MASSAGE SERVICES, 11008 GAYNOR AVE, GRANADA HILLS, CA 91344. FULL NAME OF REGISTRANT(S): LAURA DANIELLE WILLIAMS. THIS BUSINESS IS CONDUCTED BY: AN INDIVIDUAL. SIGNED: LAURA DANIELLE WILLIAMS, OWNER. xyxy=(786,82,971,161)
notice-publish-line: Publish: Mountain Views-News Dates Pub: SEPT 30, OCT 7, 14, 21, 2017 xyxy=(1175,371,1359,391)
notice-heading: FILE NO. 2017-259221 STATEMENT OF ABANDONMENT OF USE OF FICTITIOUS BUSINESS NAME xyxy=(592,290,777,319)
column-7 xyxy=(1175,61,1359,2547)
notice-publish-line: Publish: Mountain Views-News Dates Pub: SEPT 23, 30, OCT 7, 14, 2017 xyxy=(203,252,389,271)
notice-body: THE FOLLOWING PERSON(S) IS (ARE) DOING BUSINESS AS: SUGAR & GRACE COUTURE, 43830 MARBELLA ST, LANCASTER, CA 93536. FULL NAME OF REGISTRANT(S): JENNIFER MICHAEL FADOOUL. THIS BUSINESS IS CONDUCTED BY: AN INDIVIDUAL. SIGNED: JENNIFER MICHAEL FADOOUL, OWNER. xyxy=(1175,191,1359,261)
notice-publish-line: Publish: Mountain Views-News Dates Pub: SEPT 30, OCT 7, 14, 21, 2017 xyxy=(980,710,1166,729)
notice-body: THE FOLLOWING PERSON(S) IS (ARE) DOING BUSINESS AS: NONGHUSL INC., 15600 NEW CENTURY DR, GARDENA, CA 90248. FULL NAME OF REGISTRANT(S): NONGHUSL INC, 15600 NEW CENTURY DR, GARDENA, CA 90248. THIS BUSINESS IS CONDUCTED BY: A CORPORATION. SIGNED: JAE M. YOO, PRESIDENT. THIS STATEMENT WAS FILED WITH THE COUNTY CLERK OF LOS ANGELES COUNTY ON 09/11/2017. xyxy=(10,818,194,917)
notice-heading: FICTITIOUS BUSINESS NAME STATEMENT FILE NO. 2017272758 xyxy=(786,191,971,210)
notice-publish-line: Publish: Mountain Views-News Dates Pub: SEPT 30, OCT 7, 14, 21, 2017 xyxy=(592,849,777,868)
legal-notice xyxy=(981,738,1166,859)
notice-heading: FICTITIOUS BUSINESS NAME STATEMENT FILE NO. 2017266084 xyxy=(980,61,1166,81)
legal-notice xyxy=(787,648,971,750)
notice-heading: FICTITIOUS BUSINESS NAME STATEMENT FILE NO. 2017266237 xyxy=(1175,638,1359,657)
legal-notice xyxy=(398,738,582,829)
notice-body: THE FOLLOWING PERSON(S) IS (ARE) DOING BUSINESS AS: SOUTHERN CALIFORNIA FADES, 4602 S CENTRAL AVE, LOS ANGELES, CA 90011. FULL NAME OF REGISTRANT(S): JAVIER BORRUEL JR. THIS BUSINESS IS CONDUCTED BY: A GENERAL PARTNERSHIP. SIGNED: JAVIER BORRUEL JR. xyxy=(398,300,583,369)
notice-body: THE FOLLOWING PERSON(S) IS (ARE) DOING BUSINESS AS: ATLANTIC CLEANING SERVICES, 1419 N LOMITA AVENUE APT 1, GLENDALE, CA 91206. FULL NAME OF REGISTRANT(S): JUAN CARLOS BANUELOS. THIS BUSINESS IS CONDUCTED BY: AN INDIVIDUAL. SIGNED: JUAN CARLOS BANUELOS, OWNER. xyxy=(592,658,777,728)
legal-notice xyxy=(1175,748,1359,859)
notice-body: THE FOLLOWING PERSON(S) IS (ARE) DOING BUSINESS AS: MAUREEN OCONNOR SERVICES, 3600 E ALLEGAN ST, WHITTIER, CA 90605. FULL NAME OF REGISTRANT(S): MAUREEN THERESE OCONNOR, 13600 E ALLEGAN ST, WHITTIER, CA 90605. THIS BUSINESS IS CONDUCTED BY: AN INDIVIDUAL. SIGNED: MAUREEN THERESE OCONNOR. THIS STATEMENT WAS FILED WITH THE COUNTY CLERK OF LOS ANGELES COUNTY ON 09/13/2017. xyxy=(10,261,194,360)
notice-heading: FICTITIOUS BUSINESS NAME STATEMENT FILE NO. 2017-258461 xyxy=(203,647,389,667)
notice-publish-line: Publish: Mountain Views-News Dates Pub: SEPT 30, OCT 7, 14, 21, 2017 xyxy=(786,391,971,410)
legal-notice xyxy=(398,628,582,730)
notice-publish-line: Publish: Mountain Views-News Dates Pub: SEPT 23, 30, OCT 7, 14, 2017 xyxy=(398,1037,583,1057)
legal-notice xyxy=(981,986,1166,1097)
notice-publish-line: Publish: Mountain Views-News Dates Pub: SEPT 23, 30, OCT 7, 14, 2017 xyxy=(398,809,583,828)
notice-publish-line: Publish: Mountain Views-News Dates Pub: SEPT 23, 30, OCT 7, 14, 2017 xyxy=(203,620,389,640)
notice-publish-line: Publish: Mountain Views-News Dates Pub: SEPT 23, 30, OCT 7, 14, 2017 xyxy=(398,918,583,937)
notice-body: THE FOLLOWING PERSON(S) IS (ARE) DOING BUSINESS AS: SMART 2017 INVESTMENT GROUP, NEW MILLENNIUM AUTO, 2512 ARTESIA BLVD, REDONDO BEACH, CA 90278. THIS BUSINESS IS CONDUCTED BY: A CORPORATION. SIGNED: MARK RODNEY TAYLOR. xyxy=(398,191,583,251)
notice-body: THE FOLLOWING PERSON(S) DELMY MARISOL ZALDANA, 319 1/2 E COMMODORE LANE, LONG BEACH, CA 90805, HAS (HAVE) WITHDRAWN AS A GENERAL PARTNER FROM THE PARTNERSHIP OPERATING UNDER THE FICTITIOUS BUSINESS NAME: PROMOTIONS. SIGNED: DELMY MARISOL ZALDANA. xyxy=(592,430,777,499)
legal-notice xyxy=(787,867,971,979)
legal-notice xyxy=(204,280,389,401)
notice-heading: FICTITIOUS BUSINESS NAME STATEMENT FILE NO. 2017-259795 xyxy=(398,836,583,855)
legal-notice xyxy=(10,797,194,939)
notice-heading: FICTITIOUS BUSINESS NAME STATEMENT FILE NO. 2017268165 xyxy=(980,617,1166,637)
notice-heading: FICTITIOUS BUSINESS NAME STATEMENT FILE NO. 2017-256151 xyxy=(398,628,583,647)
legal-notice xyxy=(981,867,1166,979)
notice-heading: FICTITIOUS BUSINESS NAME STATEMENT FILE NO. 2017-260291 xyxy=(398,61,583,81)
notice-body: THE FOLLOWING PERSON(S) VICENTE JHONNY COR, 6607 ATLANTIC AVE STE 1, BELL, CA 90201, HAS (HAVE) ABANDONED THE USE OF THE FICTITIOUS BUSINESS NAME: BELL THAI RESTAURANT. SIGNED: VICENTE JHONNY COR. xyxy=(592,91,777,141)
notice-publish-line: Publish: Mountain Views-News Dates Pub: SEPT 23, 30, OCT 7, 14, 2017 xyxy=(10,1316,194,1336)
notice-publish-line: Publish: Mountain Views-News Dates Pub: SEPT 23, 30, OCT 7, 14, 2017 xyxy=(10,1048,194,1067)
notice-heading: FILE NO. 2017-259060 STATEMENT OF ABANDONMENT OF USE OF FICTITIOUS BUSINESS NAME xyxy=(592,170,777,199)
